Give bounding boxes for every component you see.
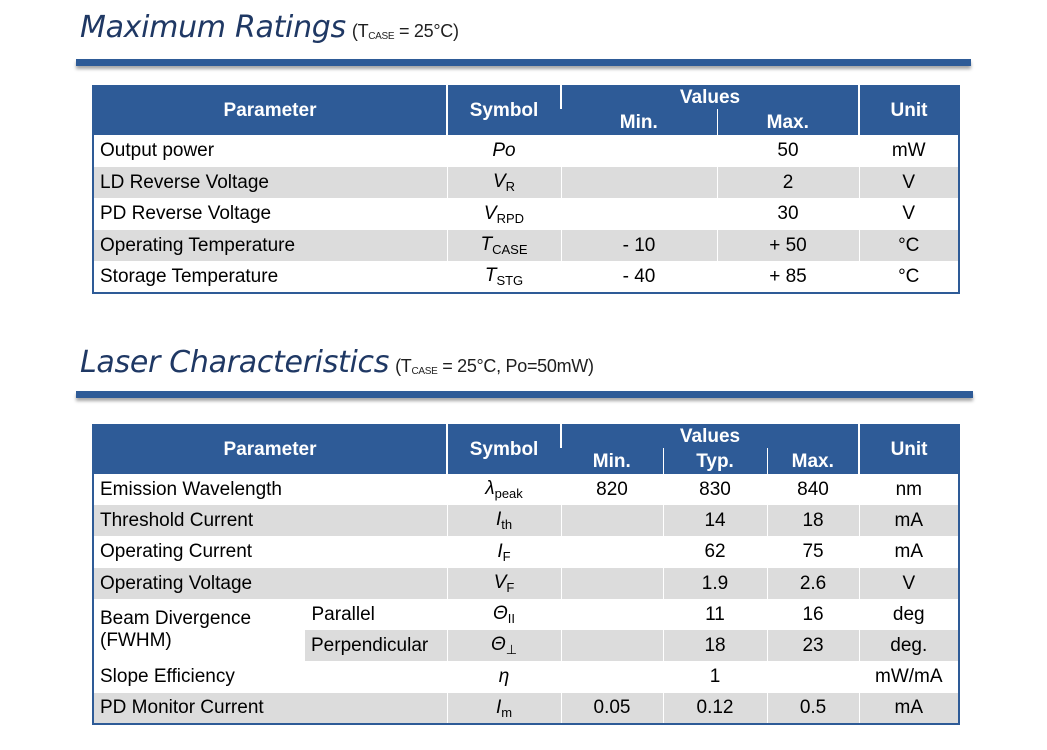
header-max: Max. <box>767 448 859 474</box>
cell-symbol: $V_R$ <box>447 167 561 198</box>
cell-min <box>561 135 717 167</box>
cell-subparameter: Parallel <box>305 599 447 630</box>
cell-min <box>561 568 663 599</box>
cell-unit: mA <box>859 693 959 724</box>
cell-unit: mW <box>859 135 959 167</box>
cell-parameter: PD Monitor Current <box>93 693 447 724</box>
cell-parameter: Operating Current <box>93 536 447 568</box>
cell-typ: 14 <box>663 505 767 536</box>
table-row <box>93 693 959 724</box>
cell-unit: mA <box>859 536 959 568</box>
cell-parameter: LD Reverse Voltage <box>93 167 447 198</box>
table-row <box>93 230 959 261</box>
cell-symbol: $T_{CASE}$ <box>447 230 561 261</box>
header-unit: Unit <box>859 86 959 135</box>
table-row <box>93 167 959 198</box>
cell-max: 840 <box>767 474 859 505</box>
table-row <box>93 261 959 293</box>
cell-symbol: $T_{STG}$ <box>447 261 561 293</box>
cell-max: + 50 <box>717 230 859 261</box>
laser-char-table <box>92 424 960 725</box>
cell-subparameter: Perpendicular <box>305 630 447 661</box>
cell-unit: °C <box>859 230 959 261</box>
cell-typ: 0.12 <box>663 693 767 724</box>
cell-max <box>767 661 859 693</box>
laser-char-condition: ($T_{CASE} = 25^\circ C$, Po=50mW) <box>395 356 594 377</box>
cell-typ: 1.9 <box>663 568 767 599</box>
header-typ: Typ. <box>663 448 767 474</box>
cell-typ: 18 <box>663 630 767 661</box>
header-unit: Unit <box>859 425 959 474</box>
cell-parameter: PD Reverse Voltage <box>93 198 447 230</box>
cell-parameter: Emission Wavelength <box>93 474 447 505</box>
cell-beam-divergence-label: Beam Divergence (FWHM) <box>93 599 305 661</box>
cell-max: 50 <box>717 135 859 167</box>
cell-symbol: $I_m$ <box>447 693 561 724</box>
cell-typ: 830 <box>663 474 767 505</box>
cell-parameter: Operating Voltage <box>93 568 447 599</box>
laser-char-title-text: Laser Characteristics <box>80 345 390 380</box>
cell-unit: V <box>859 568 959 599</box>
cell-min: 0.05 <box>561 693 663 724</box>
header-min: Min. <box>561 448 663 474</box>
cell-typ: 62 <box>663 536 767 568</box>
cell-max: 18 <box>767 505 859 536</box>
table-row <box>93 661 959 693</box>
header-max: Max. <box>717 109 859 135</box>
cell-unit: mW/mA <box>859 661 959 693</box>
table-row <box>93 568 959 599</box>
cell-unit: deg. <box>859 630 959 661</box>
cell-unit: V <box>859 167 959 198</box>
cell-min <box>561 505 663 536</box>
cell-parameter: Operating Temperature <box>93 230 447 261</box>
cell-min <box>561 599 663 630</box>
cell-max: 23 <box>767 630 859 661</box>
max-ratings-table <box>92 85 960 294</box>
cell-symbol: Po <box>447 135 561 167</box>
cell-parameter: Output power <box>93 135 447 167</box>
cell-symbol: $\Theta_{II}$ <box>447 599 561 630</box>
cell-parameter: Storage Temperature <box>93 261 447 293</box>
cell-min <box>561 536 663 568</box>
cell-parameter: Slope Efficiency <box>93 661 447 693</box>
header-values: Values <box>561 425 859 448</box>
cell-unit: deg <box>859 599 959 630</box>
cell-min <box>561 198 717 230</box>
table-row <box>93 599 959 630</box>
cell-symbol: $V_{RPD}$ <box>447 198 561 230</box>
cell-min <box>561 167 717 198</box>
cell-symbol: $I_{th}$ <box>447 505 561 536</box>
header-parameter: Parameter <box>93 425 447 474</box>
cell-symbol: $\lambda_{peak}$ <box>447 474 561 505</box>
cell-max: 16 <box>767 599 859 630</box>
table-row <box>93 536 959 568</box>
table-row <box>93 505 959 536</box>
header-symbol: Symbol <box>447 425 561 474</box>
header-values: Values <box>561 86 859 109</box>
cell-symbol: $V_F$ <box>447 568 561 599</box>
cell-parameter: Threshold Current <box>93 505 447 536</box>
laser-char-rule <box>76 391 973 398</box>
cell-unit: °C <box>859 261 959 293</box>
header-min: Min. <box>561 109 717 135</box>
table-row <box>93 198 959 230</box>
cell-max: 2.6 <box>767 568 859 599</box>
cell-max: 75 <box>767 536 859 568</box>
max-ratings-rule <box>76 59 971 66</box>
cell-min: - 40 <box>561 261 717 293</box>
cell-unit: V <box>859 198 959 230</box>
cell-symbol: η <box>447 661 561 693</box>
cell-min: - 10 <box>561 230 717 261</box>
max-ratings-title <box>80 10 459 45</box>
cell-unit: mA <box>859 505 959 536</box>
cell-symbol: $I_F$ <box>447 536 561 568</box>
cell-max: + 85 <box>717 261 859 293</box>
header-parameter: Parameter <box>93 86 447 135</box>
table-row <box>93 135 959 167</box>
cell-min: 820 <box>561 474 663 505</box>
header-symbol: Symbol <box>447 86 561 135</box>
cell-min <box>561 630 663 661</box>
table-row <box>93 474 959 505</box>
max-ratings-condition: $(T_{CASE} = 25^\circ C)$ <box>351 21 459 42</box>
cell-max: 30 <box>717 198 859 230</box>
cell-symbol: $\Theta_\perp$ <box>447 630 561 661</box>
cell-unit: nm <box>859 474 959 505</box>
cell-typ: 11 <box>663 599 767 630</box>
laser-char-title <box>80 345 594 380</box>
cell-typ: 1 <box>663 661 767 693</box>
cell-min <box>561 661 663 693</box>
max-ratings-title-text: Maximum Ratings <box>80 10 346 45</box>
cell-max: 2 <box>717 167 859 198</box>
cell-max: 0.5 <box>767 693 859 724</box>
